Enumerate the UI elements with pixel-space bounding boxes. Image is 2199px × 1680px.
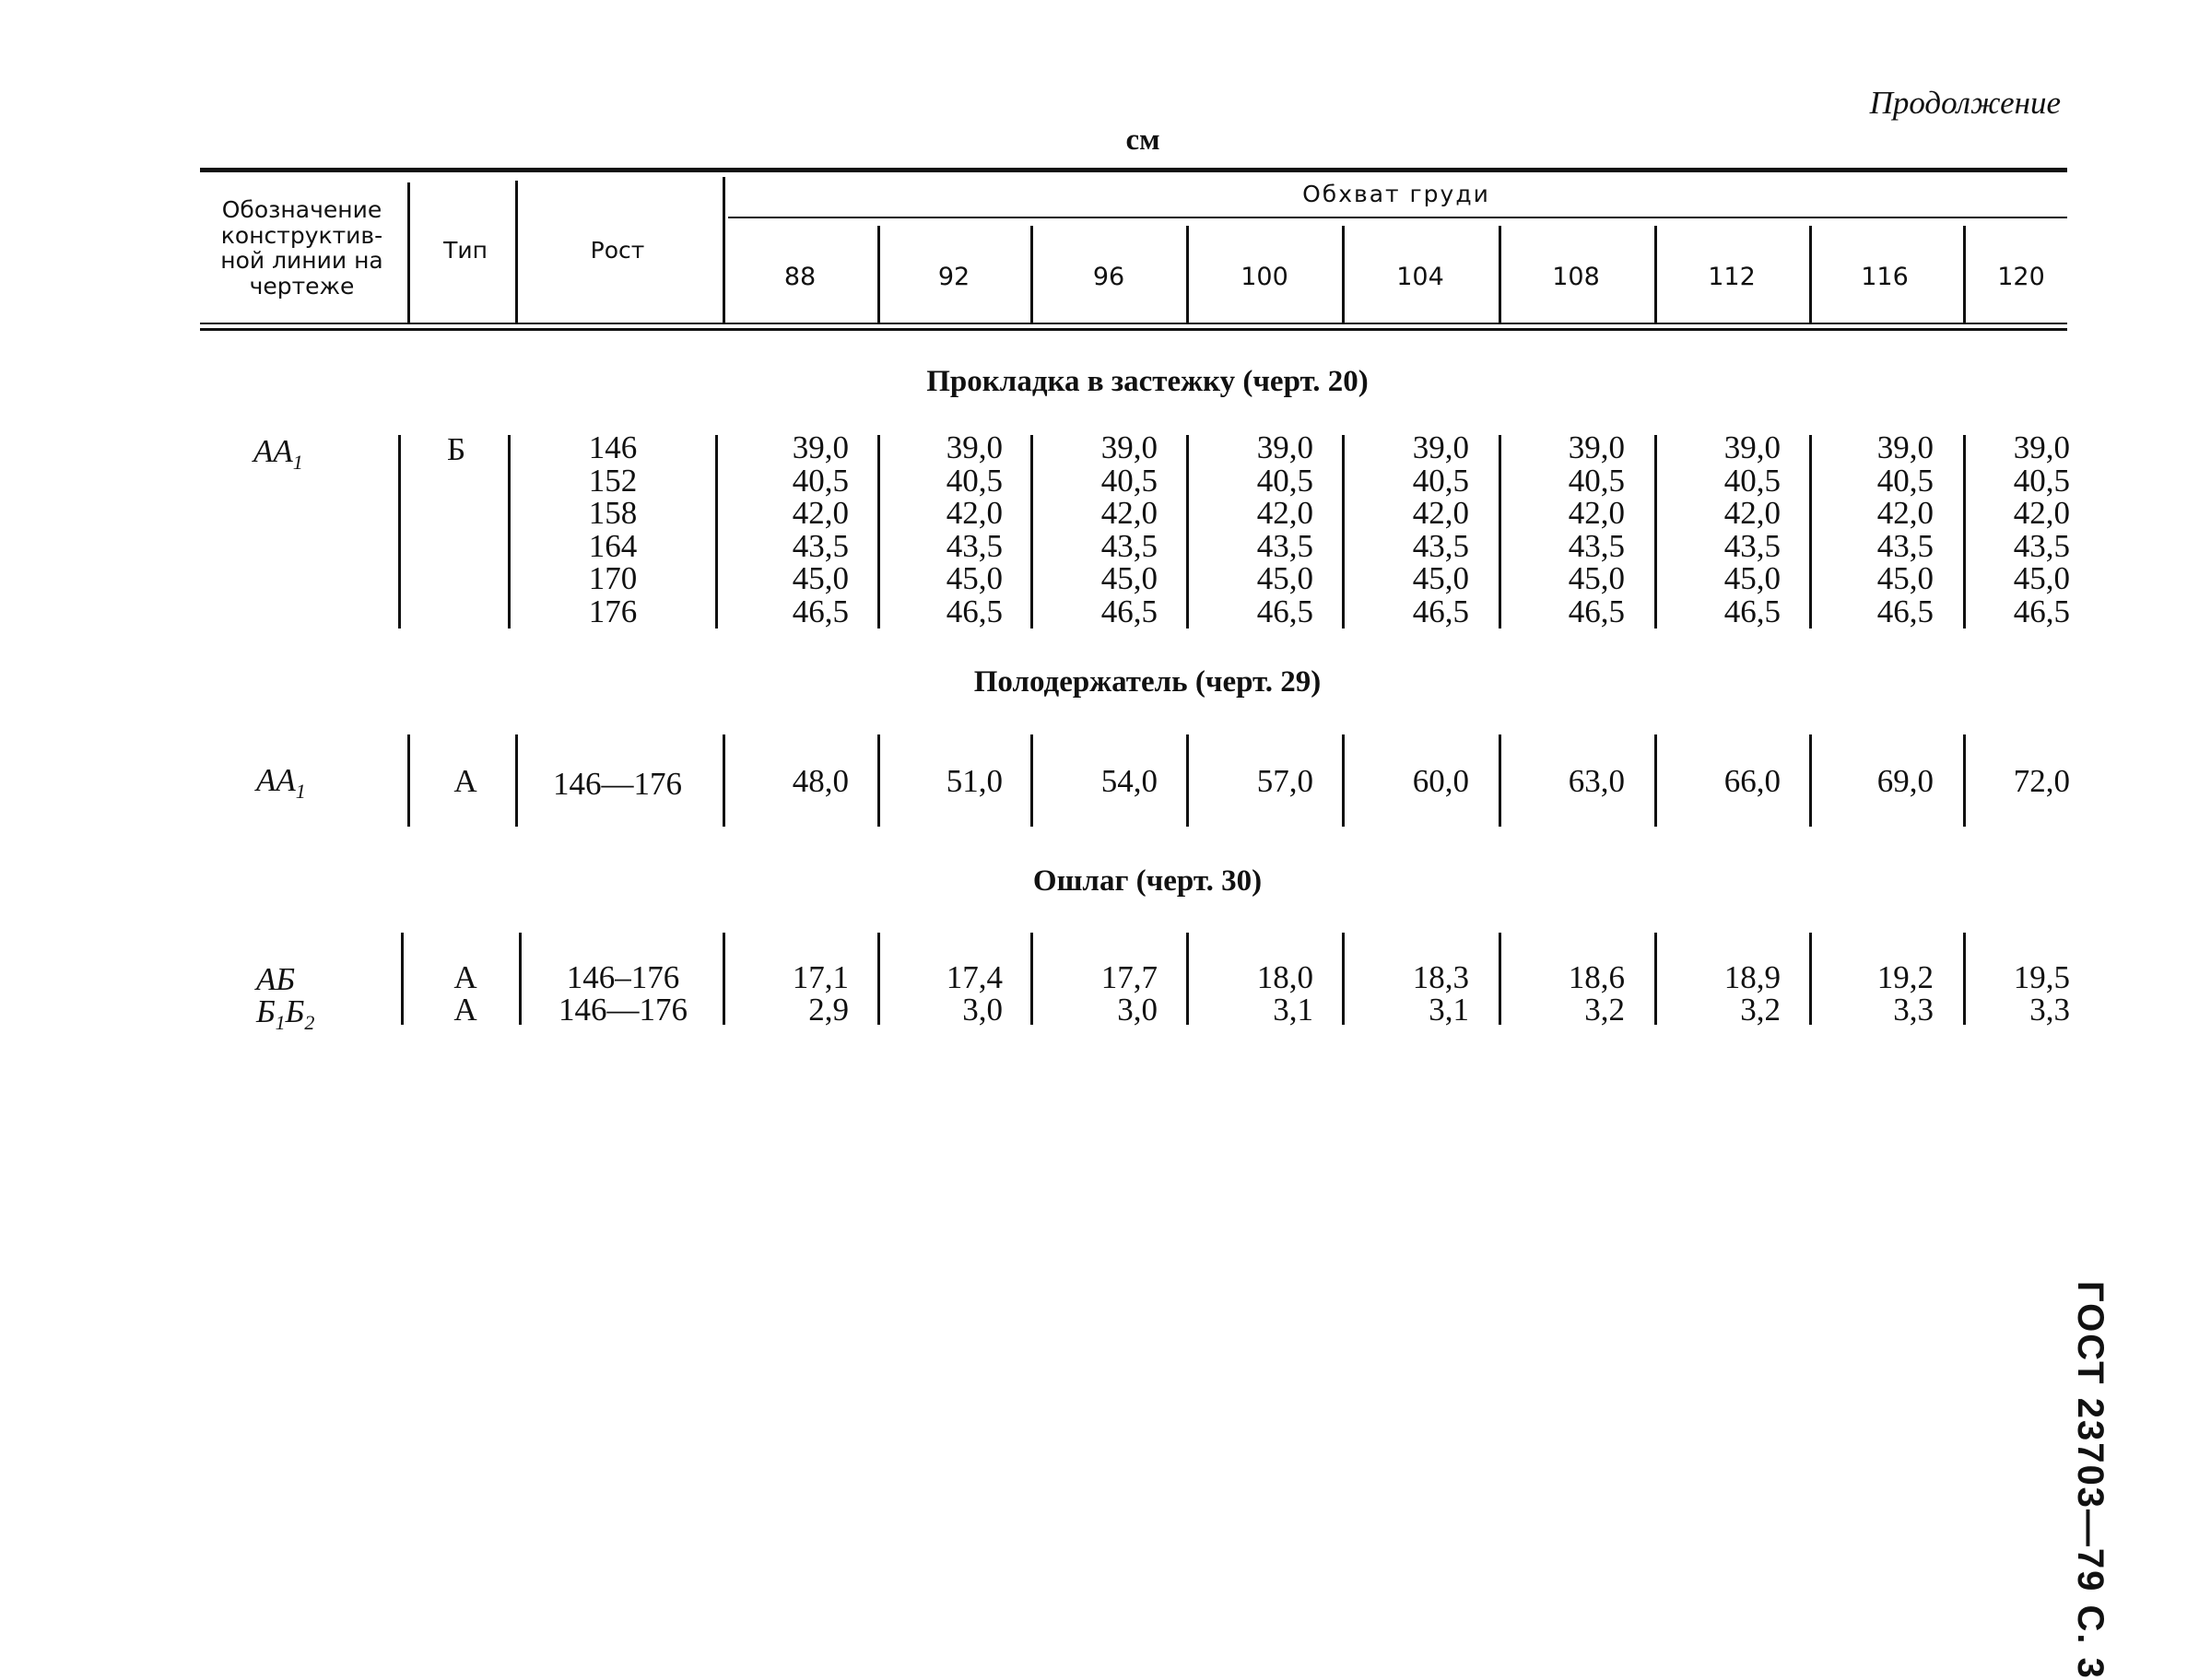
unit-label: см (1125, 123, 1160, 157)
measurement-value: 46,5 (1412, 593, 1469, 629)
measurement-value: 40,5 (1100, 462, 1158, 499)
measurement-value: 45,0 (2013, 560, 2070, 596)
measurement-value: 40,5 (1723, 462, 1781, 499)
mark-part: Б (256, 993, 276, 1029)
measurement-value: 18,0 (1256, 959, 1313, 995)
height-range: 146—176 (559, 992, 688, 1028)
measurement-value: 45,0 (1723, 560, 1781, 596)
measurement-value: 40,5 (1256, 462, 1313, 499)
measurement-value: 42,0 (792, 495, 849, 531)
measurement-value: 54,0 (1100, 763, 1158, 799)
chest-size-label: 120 (1997, 263, 2045, 291)
mark-main: АБ (256, 961, 296, 997)
measurement-value: 66,0 (1723, 763, 1781, 799)
measurement-value: 40,5 (946, 462, 1003, 499)
measurement-value: 3,2 (1740, 992, 1781, 1028)
column-divider (1342, 734, 1345, 827)
mark-subscript: 1 (295, 780, 306, 803)
column-divider (1499, 734, 1501, 827)
measurement-value: 45,0 (1412, 560, 1469, 596)
measurement-value: 46,5 (1876, 593, 1934, 629)
continuation-label: Продолжение (1869, 85, 2061, 121)
measurement-value: 45,0 (1256, 560, 1313, 596)
measurement-value: 45,0 (946, 560, 1003, 596)
type-value: А (453, 992, 477, 1028)
measurement-value: 39,0 (2013, 429, 2070, 465)
measurement-value: 3,2 (1584, 992, 1625, 1028)
column-divider (877, 734, 880, 827)
column-divider (877, 933, 880, 1025)
column-divider (1654, 435, 1657, 629)
measurement-value: 42,0 (1256, 495, 1313, 531)
mark-main: АА (253, 433, 293, 469)
measurement-value: 40,5 (2013, 462, 2070, 499)
type-value: А (453, 763, 477, 799)
measurement-value: 46,5 (1256, 593, 1313, 629)
measurement-value: 60,0 (1412, 763, 1469, 799)
column-divider (1654, 734, 1657, 827)
measurement-value: 43,5 (1876, 527, 1934, 564)
construct-mark (256, 762, 306, 804)
height-value: 158 (588, 495, 638, 531)
measurement-value: 46,5 (1723, 593, 1781, 629)
measurement-value: 40,5 (1876, 462, 1934, 499)
chest-header: Обхват груди (1302, 181, 1490, 207)
column-divider (1186, 734, 1189, 827)
measurement-value: 46,5 (792, 593, 849, 629)
measurement-value: 18,3 (1412, 959, 1469, 995)
chest-size-label: 112 (1708, 263, 1756, 291)
measurement-value: 39,0 (946, 429, 1003, 465)
column-divider (398, 435, 401, 629)
header-divider (1186, 226, 1189, 323)
measurement-value: 46,5 (1100, 593, 1158, 629)
measurement-value: 39,0 (1568, 429, 1625, 465)
chest-size-label: 104 (1396, 263, 1444, 291)
measurement-value: 39,0 (1256, 429, 1313, 465)
measurement-value: 43,5 (2013, 527, 2070, 564)
height-range: 146—176 (553, 766, 682, 802)
measurement-value: 42,0 (1568, 495, 1625, 531)
header-divider (723, 177, 725, 323)
mark-subscript: 1 (292, 451, 303, 474)
chest-size-label: 96 (1092, 263, 1125, 291)
measurement-value: 19,2 (1876, 959, 1934, 995)
measurement-value: 17,7 (1100, 959, 1158, 995)
height-value: 176 (588, 593, 638, 629)
height-header: Рост (590, 237, 645, 264)
construct-mark (256, 993, 314, 1035)
type-header: Тип (443, 237, 488, 264)
construct-mark (256, 961, 295, 998)
measurement-value: 42,0 (1100, 495, 1158, 531)
measurement-value: 45,0 (1568, 560, 1625, 596)
height-value: 164 (588, 527, 638, 564)
standard-page-label: ГОСТ 23703—79 С. 3 (2070, 1281, 2111, 1680)
measurement-value: 63,0 (1568, 763, 1625, 799)
measurement-value: 40,5 (1568, 462, 1625, 499)
height-value: 152 (588, 462, 638, 499)
measurement-value: 42,0 (1876, 495, 1934, 531)
measurement-value: 43,5 (1256, 527, 1313, 564)
chest-size-label: 100 (1241, 263, 1288, 291)
height-value: 146 (588, 429, 638, 465)
measurement-value: 46,5 (2013, 593, 2070, 629)
header-divider (877, 226, 880, 323)
chest-subrule (728, 217, 2067, 218)
column-divider (519, 933, 522, 1025)
measurement-value: 43,5 (946, 527, 1003, 564)
section-title: Полодержатель (черт. 29) (973, 665, 1322, 699)
chest-size-label: 108 (1552, 263, 1600, 291)
column-divider (1809, 933, 1812, 1025)
measurement-value: 18,6 (1568, 959, 1625, 995)
mark-subscript: 2 (304, 1011, 315, 1034)
column-divider (723, 933, 725, 1025)
header-divider (407, 182, 410, 323)
column-divider (723, 734, 725, 827)
column-divider (1809, 435, 1812, 629)
measurement-value: 39,0 (1723, 429, 1781, 465)
measurement-value: 45,0 (792, 560, 849, 596)
column-divider (1030, 933, 1033, 1025)
measurement-value: 42,0 (1723, 495, 1781, 531)
column-divider (1963, 734, 1966, 827)
type-value: Б (446, 431, 466, 467)
measurement-value: 46,5 (1568, 593, 1625, 629)
header-bottom-rule (200, 323, 2067, 324)
column-divider (1499, 435, 1501, 629)
measurement-value: 2,9 (808, 992, 849, 1028)
construct-mark (253, 433, 303, 475)
chest-size-label: 116 (1861, 263, 1909, 291)
measurement-value: 3,3 (2029, 992, 2070, 1028)
column-divider (515, 734, 518, 827)
column-divider (1963, 435, 1966, 629)
measurement-value: 43,5 (792, 527, 849, 564)
header-divider (1342, 226, 1345, 323)
measurement-value: 40,5 (792, 462, 849, 499)
measurement-value: 17,4 (946, 959, 1003, 995)
column-divider (401, 933, 404, 1025)
column-divider (1030, 734, 1033, 827)
measurement-value: 72,0 (2013, 763, 2070, 799)
measurement-value: 42,0 (1412, 495, 1469, 531)
measurement-value: 51,0 (946, 763, 1003, 799)
column-divider (1809, 734, 1812, 827)
designation-header: Обозначение конструктив-ной линии на чертеже (220, 196, 383, 300)
column-divider (508, 435, 511, 629)
measurement-value: 45,0 (1876, 560, 1934, 596)
column-divider (1963, 933, 1966, 1025)
column-divider (1186, 933, 1189, 1025)
header-divider (1963, 226, 1966, 323)
measurement-value: 39,0 (792, 429, 849, 465)
measurement-value: 3,3 (1893, 992, 1934, 1028)
column-divider (1342, 435, 1345, 629)
measurement-value: 43,5 (1568, 527, 1625, 564)
measurement-value: 48,0 (792, 763, 849, 799)
header-divider (1654, 226, 1657, 323)
header-divider (1030, 226, 1033, 323)
chest-size-label: 88 (783, 263, 817, 291)
header-divider (1809, 226, 1812, 323)
measurement-value: 18,9 (1723, 959, 1781, 995)
column-divider (1030, 435, 1033, 629)
column-divider (1342, 933, 1345, 1025)
measurement-value: 19,5 (2013, 959, 2070, 995)
mark-subscript: 1 (275, 1011, 286, 1034)
measurement-value: 39,0 (1412, 429, 1469, 465)
section-title: Прокладка в застежку (черт. 20) (926, 365, 1369, 398)
measurement-value: 39,0 (1100, 429, 1158, 465)
measurement-value: 43,5 (1723, 527, 1781, 564)
measurement-value: 43,5 (1100, 527, 1158, 564)
measurement-value: 3,1 (1273, 992, 1313, 1028)
measurement-value: 45,0 (1100, 560, 1158, 596)
measurement-value: 57,0 (1256, 763, 1313, 799)
measurement-value: 17,1 (792, 959, 849, 995)
column-divider (1499, 933, 1501, 1025)
column-divider (715, 435, 718, 629)
mark-part: Б (285, 993, 305, 1029)
section-title: Ошлаг (черт. 30) (1032, 864, 1263, 898)
column-divider (877, 435, 880, 629)
measurement-value: 3,0 (962, 992, 1003, 1028)
header-divider (1499, 226, 1501, 323)
measurement-value: 3,0 (1117, 992, 1158, 1028)
type-value: А (453, 959, 477, 995)
measurement-value: 43,5 (1412, 527, 1469, 564)
chest-size-label: 92 (937, 263, 970, 291)
measurement-value: 42,0 (946, 495, 1003, 531)
measurement-value: 46,5 (946, 593, 1003, 629)
column-divider (407, 734, 410, 827)
measurement-value: 3,1 (1429, 992, 1469, 1028)
measurement-value: 42,0 (2013, 495, 2070, 531)
height-value: 170 (588, 560, 638, 596)
measurement-value: 40,5 (1412, 462, 1469, 499)
column-divider (1654, 933, 1657, 1025)
measurement-value: 39,0 (1876, 429, 1934, 465)
height-range: 146–176 (566, 959, 680, 995)
header-bottom-rule-2 (200, 328, 2067, 331)
measurement-value: 69,0 (1876, 763, 1934, 799)
mark-main: АА (256, 762, 296, 798)
column-divider (1186, 435, 1189, 629)
header-top-rule (200, 168, 2067, 172)
